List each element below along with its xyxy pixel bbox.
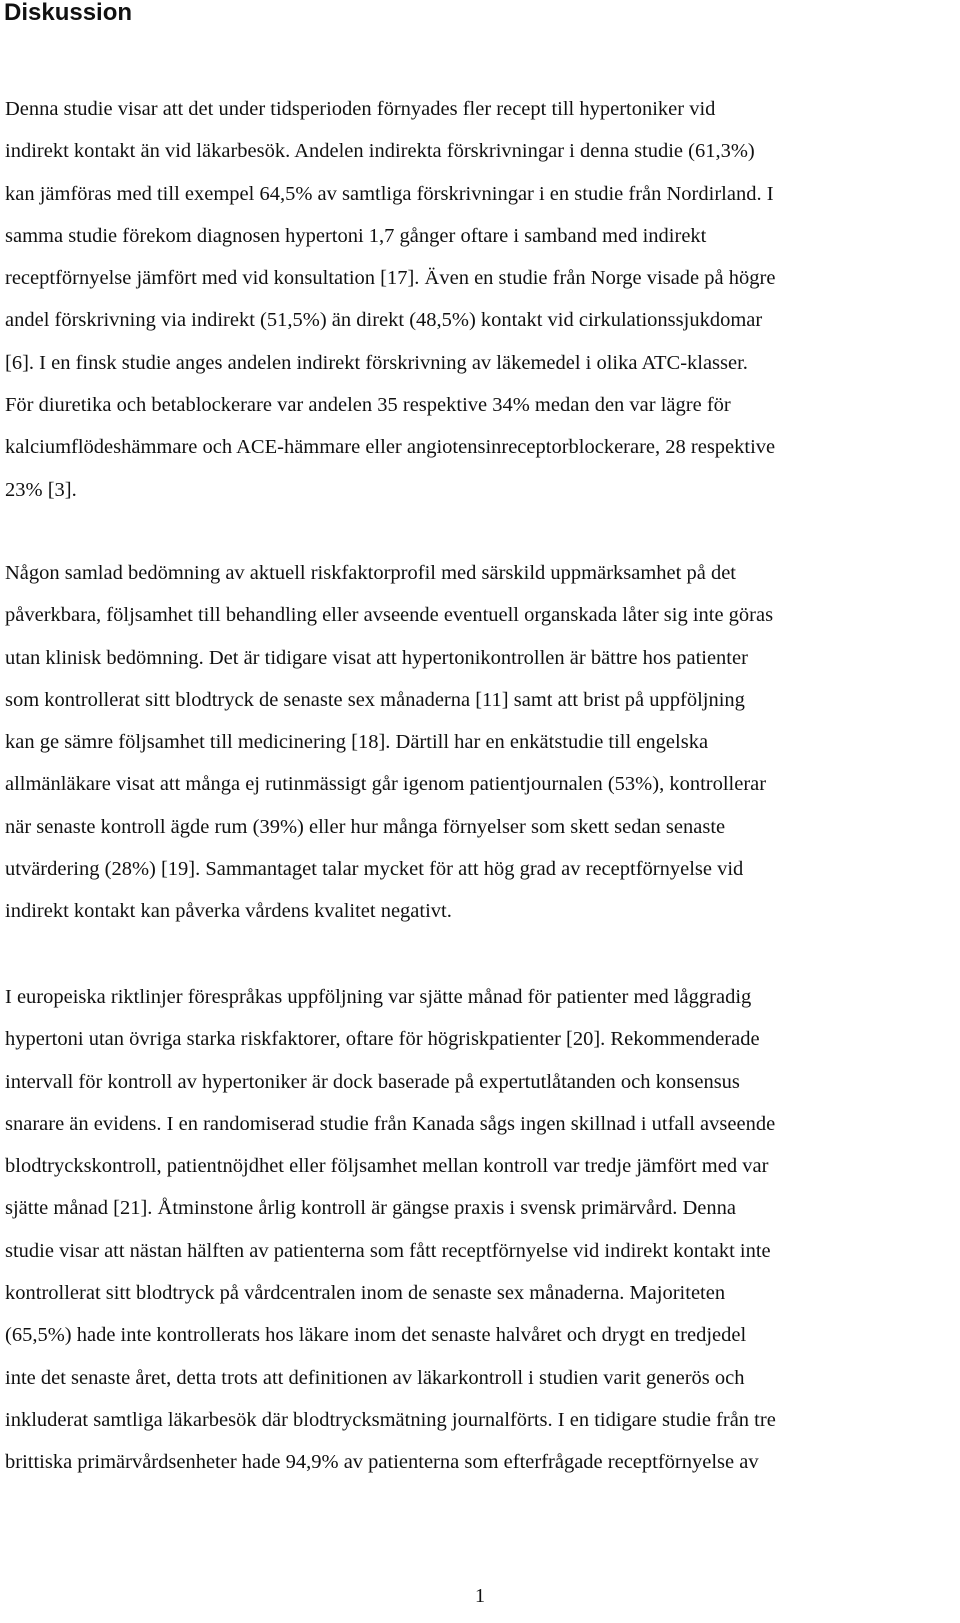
paragraph-line: sjätte månad [21]. Åtminstone årlig kontroll är gängse praxis i svensk primärvård. Denna	[5, 1197, 736, 1220]
paragraph-line: Denna studie visar att det under tidsperioden förnyades fler recept till hypertoniker vid	[5, 98, 716, 120]
paragraph-line: när senaste kontroll ägde rum (39%) eller hur många förnyelser som skett sedan senaste	[5, 815, 726, 838]
paragraph-line: utvärdering (28%) [19]. Sammantaget talar mycket för att hög grad av receptförnyelse vid	[5, 858, 744, 881]
paragraph-line: allmänläkare visat att många ej rutinmässigt går igenom patientjournalen (53%), kontrollerar	[5, 773, 767, 796]
paragraph-2	[5, 552, 953, 933]
paragraph-line: Någon samlad bedömning av aktuell riskfaktorprofil med särskild uppmärksamhet på det	[5, 562, 736, 584]
paragraph-line: indirekt kontakt än vid läkarbesök. Andelen indirekta förskrivningar i denna studie (61,3%)	[5, 140, 755, 163]
page-number: 1	[474, 1585, 486, 1607]
paragraph-line: utan klinisk bedömning. Det är tidigare visat att hypertonikontrollen är bättre hos patienter	[5, 646, 748, 669]
paragraph-line: kan jämföras med till exempel 64,5% av samtliga förskrivningar i en studie från Nordirland. I	[5, 182, 774, 205]
paragraph-line: hypertoni utan övriga starka riskfaktorer, oftare för högriskpatienter [20]. Rekommenderade	[5, 1028, 760, 1051]
paragraph-line: brittiska primärvårdsenheter hade 94,9% av patienterna som efterfrågade receptförnyelse av	[5, 1451, 759, 1474]
paragraph-line: För diuretika och betablockerare var andelen 35 respektive 34% medan den var lägre för	[5, 394, 731, 417]
paragraph-line: (65,5%) hade inte kontrollerats hos läkare inom det senaste halvåret och drygt en tredjedel	[5, 1324, 747, 1347]
paragraph-line: studie visar att nästan hälften av patienterna som fått receptförnyelse vid indirekt kontakt inte	[5, 1239, 771, 1262]
paragraph-line: [6]. I en finsk studie anges andelen indirekt förskrivning av läkemedel i olika ATC-klasser.	[5, 351, 748, 374]
paragraph-line: kontrollerat sitt blodtryck på vårdcentralen inom de senaste sex månaderna. Majoriteten	[5, 1282, 726, 1305]
paragraph-1	[5, 88, 953, 511]
paragraph-line: blodtryckskontroll, patientnöjdhet eller följsamhet mellan kontroll var tredje jämfört med var	[5, 1155, 769, 1178]
paragraph-line: andel förskrivning via indirekt (51,5%) än direkt (48,5%) kontakt vid cirkulationssjukdomar	[5, 309, 763, 332]
paragraph-line: påverkbara, följsamhet till behandling eller avseende eventuell organskada låter sig inte göras	[5, 604, 774, 627]
paragraph-line: inte det senaste året, detta trots att definitionen av läkarkontroll i studien varit generös och	[5, 1366, 745, 1389]
paragraph-3	[5, 976, 953, 1484]
paragraph-line: I europeiska riktlinjer förespråkas uppföljning var sjätte månad för patienter med låggradig	[5, 986, 752, 1008]
paragraph-line: snarare än evidens. I en randomiserad studie från Kanada sågs ingen skillnad i utfall avseende	[5, 1112, 776, 1135]
paragraph-line: intervall för kontroll av hypertoniker är dock baserade på expertutlåtanden och konsensus	[5, 1070, 740, 1093]
paragraph-line: som kontrollerat sitt blodtryck de senaste sex månaderna [11] samt att brist på uppföljning	[5, 688, 745, 711]
paragraph-line: kalciumflödeshämmare och ACE-hämmare eller angiotensinreceptorblockerare, 28 respektive	[5, 436, 776, 459]
paragraph-line: kan ge sämre följsamhet till medicinering [18]. Därtill har en enkätstudie till engelska	[5, 731, 709, 754]
section-heading: Diskussion	[4, 0, 133, 26]
paragraph-line: indirekt kontakt kan påverka vårdens kvalitet negativt.	[5, 900, 452, 923]
paragraph-line: 23% [3].	[5, 478, 77, 501]
paragraph-line: samma studie förekom diagnosen hypertoni 1,7 gånger oftare i samband med indirekt	[5, 224, 707, 247]
paragraph-line: receptförnyelse jämfört med vid konsultation [17]. Även en studie från Norge visade på högre	[5, 267, 776, 290]
paragraph-line: inkluderat samtliga läkarbesök där blodtrycksmätning journalförts. I en tidigare studie från tre	[5, 1408, 776, 1431]
